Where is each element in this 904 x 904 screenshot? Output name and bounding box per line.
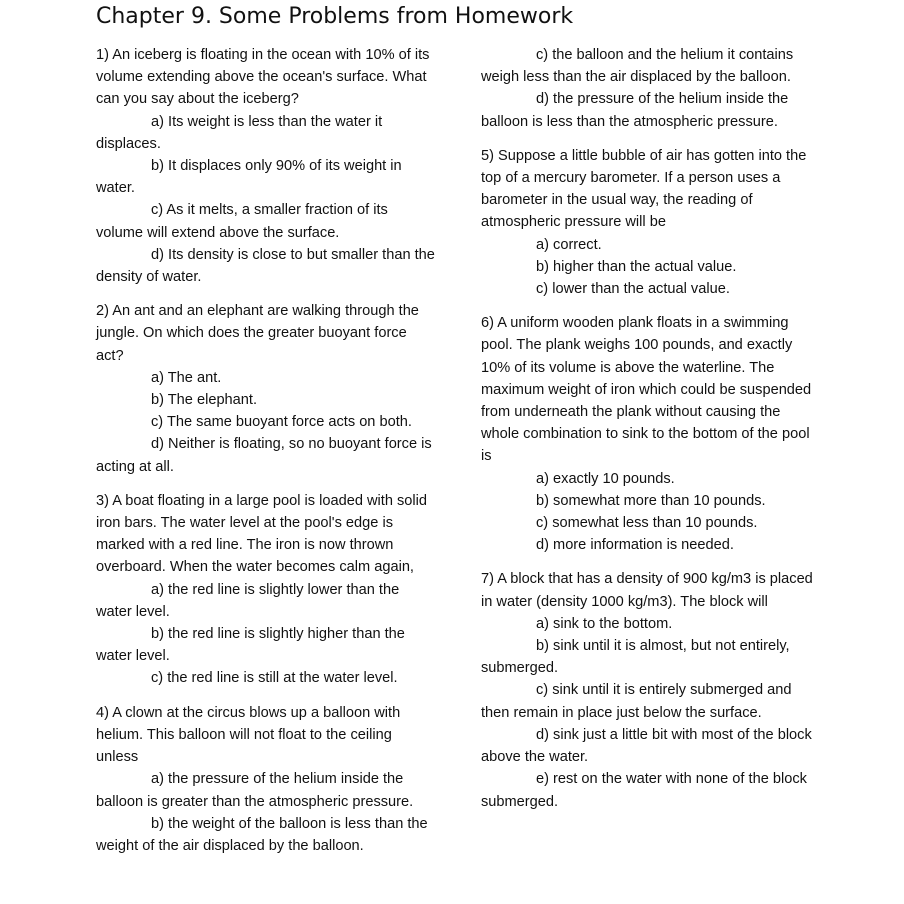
answer-option: b) The elephant.: [151, 392, 258, 409]
answer-option: b) somewhat more than 10 pounds.: [536, 492, 766, 509]
answer-option: a) The ant.: [151, 369, 222, 386]
answer-option: a) correct.: [536, 236, 602, 253]
answer-option: b) the red line is slightly higher than the water level.: [96, 626, 405, 665]
question-4-continued: [481, 44, 821, 133]
question-3: [96, 490, 436, 690]
page-title: Chapter 9. Some Problems from Homework: [96, 4, 574, 29]
question-5: [481, 145, 821, 300]
answer-option: d) Its density is close to but smaller than the density of water.: [96, 246, 435, 286]
answer-option: a) Its weight is less than the water it displaces.: [96, 113, 383, 152]
question-stem: 5) Suppose a little bubble of air has gotten into the top of a mercury barometer. If a person uses a barometer in the usual way, the reading of atmospheric pressure will be: [481, 147, 807, 231]
right-column: [481, 44, 821, 825]
question-7: [481, 568, 821, 812]
question-4: [96, 702, 436, 857]
question-stem: 6) A uniform wooden plank floats in a swimming pool. The plank weighs 100 pounds, and exactly 10% of its volume is above the waterline. The maximum weight of iron which could be suspended from underneath the plank without causing the whole combination to sink to the bottom of the pool is: [481, 315, 812, 465]
question-6: [481, 312, 821, 556]
answer-option: b) the weight of the balloon is less than the weight of the air displaced by the balloon.: [96, 815, 428, 854]
question-1: [96, 44, 436, 288]
answer-option: c) lower than the actual value.: [536, 281, 730, 298]
answer-option: d) Neither is floating, so no buoyant force is acting at all.: [96, 436, 432, 475]
answer-option: a) exactly 10 pounds.: [536, 470, 675, 487]
answer-option: b) sink until it is almost, but not entirely, submerged.: [481, 638, 790, 677]
answer-option: c) sink until it is entirely submerged and then remain in place just below the surface.: [481, 682, 792, 721]
answer-option: c) the red line is still at the water level.: [151, 670, 398, 687]
answer-option: d) the pressure of the helium inside the balloon is less than the atmospheric pressure.: [481, 91, 789, 130]
answer-option: c) the balloon and the helium it contains weigh less than the air displaced by the balloon.: [481, 47, 794, 86]
question-stem: 3) A boat floating in a large pool is loaded with solid iron bars. The water level at the pool's edge is marked with a red line. The iron is now thrown overboard. When the water becomes calm again,: [96, 492, 428, 576]
answer-option: a) sink to the bottom.: [536, 615, 673, 632]
answer-option: e) rest on the water with none of the block submerged.: [481, 771, 807, 810]
answer-option: b) higher than the actual value.: [536, 258, 737, 275]
answer-option: d) sink just a little bit with most of the block above the water.: [481, 726, 812, 766]
answer-option: a) the pressure of the helium inside the balloon is greater than the atmospheric pressure.: [96, 771, 414, 810]
left-column: [96, 44, 436, 869]
answer-option: c) As it melts, a smaller fraction of its volume will extend above the surface.: [96, 202, 388, 241]
answer-option: c) somewhat less than 10 pounds.: [536, 515, 758, 532]
answer-option: c) The same buoyant force acts on both.: [151, 414, 412, 431]
question-stem: 7) A block that has a density of 900 kg/m3 is placed in water (density 1000 kg/m3). The block will: [481, 571, 813, 610]
answer-option: b) It displaces only 90% of its weight in water.: [96, 158, 402, 197]
answer-option: d) more information is needed.: [536, 537, 734, 554]
question-stem: 1) An iceberg is floating in the ocean with 10% of its volume extending above the ocean's surface. What can you say about the iceberg?: [96, 47, 430, 108]
answer-option: a) the red line is slightly lower than the water level.: [96, 581, 400, 620]
question-stem: 2) An ant and an elephant are walking through the jungle. On which does the greater buoyant force act?: [96, 303, 419, 364]
question-stem: 4) A clown at the circus blows up a balloon with helium. This balloon will not float to the ceiling unless: [96, 704, 401, 766]
question-2: [96, 300, 436, 478]
